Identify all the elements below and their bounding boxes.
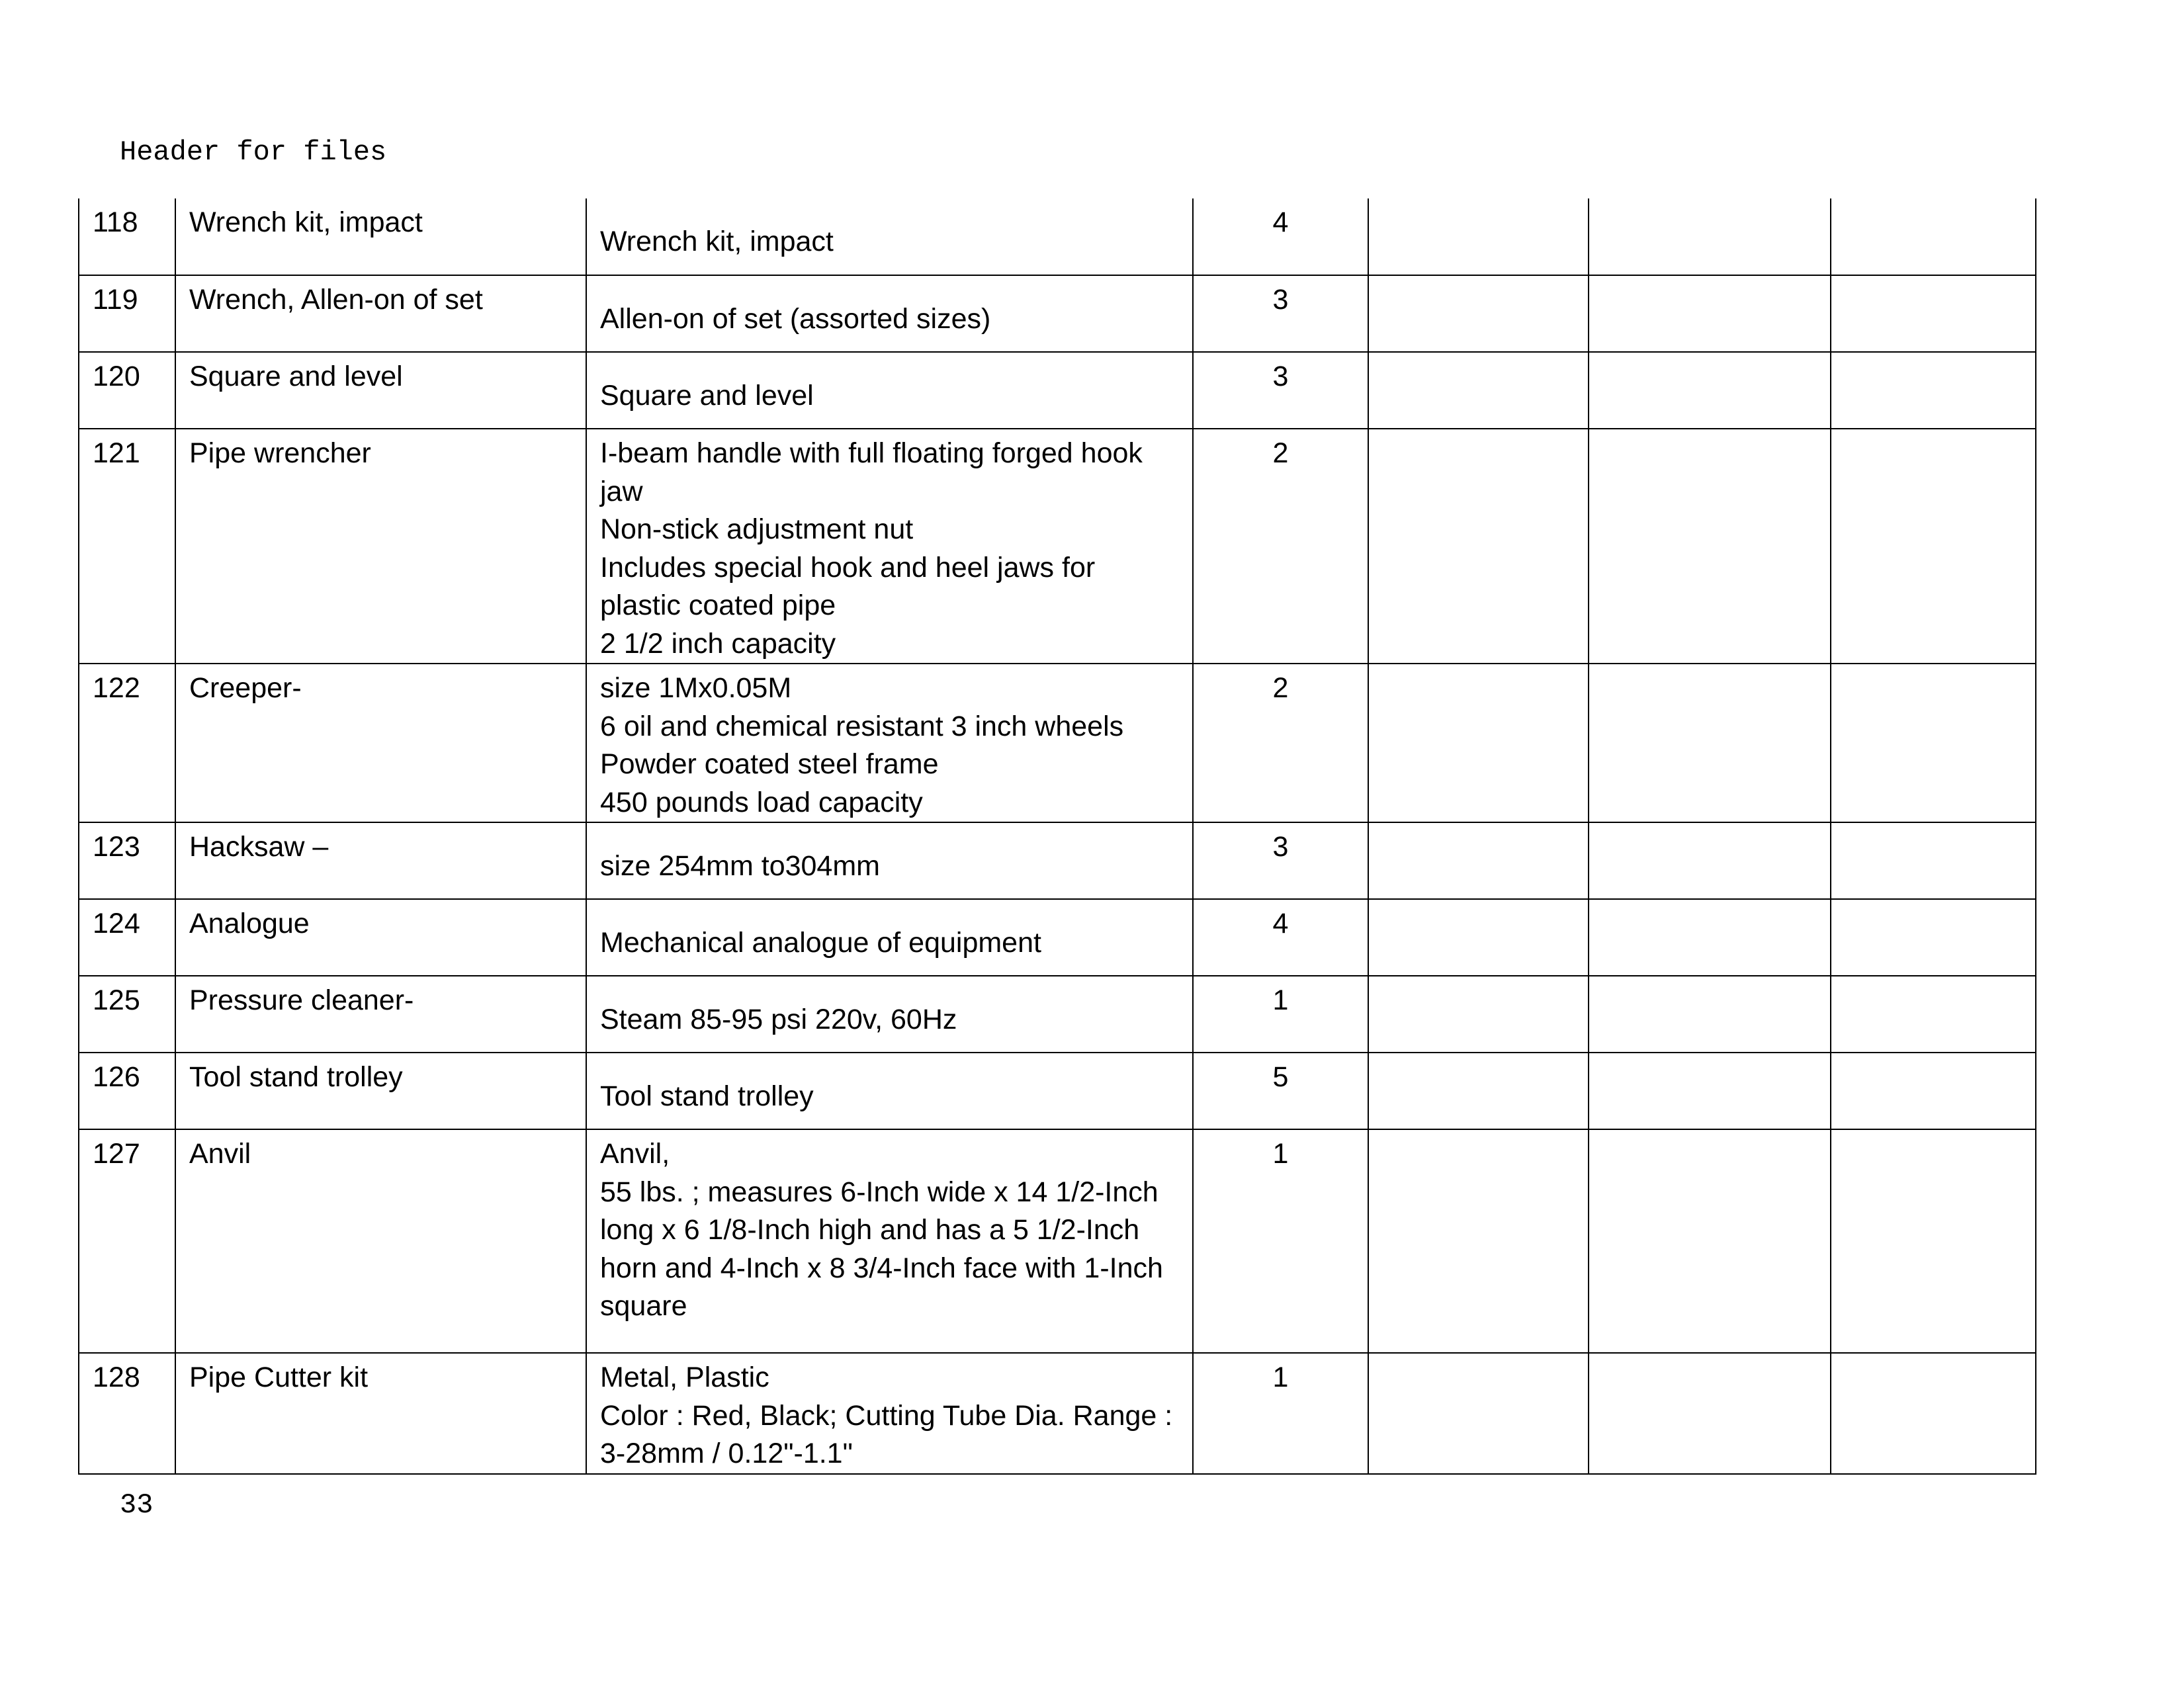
- item-name: Pipe wrencher: [175, 429, 586, 664]
- item-name: Square and level: [175, 352, 586, 429]
- empty-cell: [1589, 899, 1831, 976]
- empty-cell: [1831, 352, 2036, 429]
- item-name: Hacksaw –: [175, 822, 586, 899]
- item-description-text: Steam 85-95 psi 220v, 60Hz: [600, 1004, 957, 1035]
- empty-cell: [1589, 976, 1831, 1053]
- item-number: 121: [79, 429, 175, 664]
- empty-cell: [1589, 1053, 1831, 1129]
- table-row: [79, 899, 2036, 976]
- item-description-text: Tool stand trolley: [600, 1080, 814, 1112]
- empty-cell: [1368, 352, 1589, 429]
- empty-cell: [1831, 198, 2036, 275]
- item-quantity: 3: [1193, 352, 1368, 429]
- page-number: 33: [120, 1489, 153, 1521]
- table-row: [79, 1053, 2036, 1129]
- item-number: 118: [79, 198, 175, 275]
- item-number: 127: [79, 1129, 175, 1353]
- table-row: [79, 352, 2036, 429]
- empty-cell: [1368, 899, 1589, 976]
- empty-cell: [1368, 976, 1589, 1053]
- item-description: [586, 1129, 1193, 1353]
- empty-cell: [1368, 1353, 1589, 1474]
- equipment-table: [78, 198, 2036, 1475]
- empty-cell: [1831, 664, 2036, 822]
- item-quantity: 3: [1193, 275, 1368, 352]
- empty-cell: [1589, 429, 1831, 664]
- item-number: 124: [79, 899, 175, 976]
- empty-cell: [1831, 899, 2036, 976]
- empty-cell: [1831, 1129, 2036, 1353]
- item-description: [586, 1353, 1193, 1474]
- empty-cell: [1831, 275, 2036, 352]
- empty-cell: [1589, 1353, 1831, 1474]
- item-name: Pipe Cutter kit: [175, 1353, 586, 1474]
- item-description: [586, 429, 1193, 664]
- table-row: [79, 1353, 2036, 1474]
- item-name: Creeper-: [175, 664, 586, 822]
- item-description: [586, 1053, 1193, 1129]
- empty-cell: [1831, 822, 2036, 899]
- item-quantity: 3: [1193, 822, 1368, 899]
- item-description: [586, 664, 1193, 822]
- item-quantity: 2: [1193, 664, 1368, 822]
- table-row: [79, 275, 2036, 352]
- empty-cell: [1589, 198, 1831, 275]
- empty-cell: [1589, 664, 1831, 822]
- table-row: [79, 198, 2036, 275]
- item-description: [586, 976, 1193, 1053]
- item-quantity: 2: [1193, 429, 1368, 664]
- table-row: [79, 1129, 2036, 1353]
- item-description-text: size 254mm to304mm: [600, 850, 880, 882]
- item-description: [586, 352, 1193, 429]
- empty-cell: [1368, 198, 1589, 275]
- empty-cell: [1589, 352, 1831, 429]
- item-quantity: 1: [1193, 976, 1368, 1053]
- item-name: Anvil: [175, 1129, 586, 1353]
- empty-cell: [1831, 1353, 2036, 1474]
- table-row: [79, 429, 2036, 664]
- empty-cell: [1368, 1053, 1589, 1129]
- item-description-text: Mechanical analogue of equipment: [600, 927, 1041, 959]
- table-row: [79, 822, 2036, 899]
- item-description: [586, 822, 1193, 899]
- item-description-text: size 1Mx0.05M 6 oil and chemical resistant 3 inch wheels Powder coated steel frame 450 pounds load capacity: [600, 672, 1124, 818]
- item-number: 120: [79, 352, 175, 429]
- item-description-text: Wrench kit, impact: [600, 226, 834, 257]
- item-number: 128: [79, 1353, 175, 1474]
- item-number: 125: [79, 976, 175, 1053]
- item-description-text: Square and level: [600, 380, 814, 411]
- item-description-text: Allen-on of set (assorted sizes): [600, 303, 991, 335]
- item-number: 122: [79, 664, 175, 822]
- item-quantity: 1: [1193, 1129, 1368, 1353]
- item-name: Tool stand trolley: [175, 1053, 586, 1129]
- item-quantity: 5: [1193, 1053, 1368, 1129]
- empty-cell: [1589, 275, 1831, 352]
- empty-cell: [1368, 1129, 1589, 1353]
- item-description-text: I-beam handle with full floating forged hook jaw Non-stick adjustment nut Includes special hook and heel jaws for plastic coated pipe 2 1/2 inch capacity: [600, 437, 1143, 660]
- item-quantity: 4: [1193, 198, 1368, 275]
- item-number: 123: [79, 822, 175, 899]
- table-row: [79, 976, 2036, 1053]
- empty-cell: [1368, 664, 1589, 822]
- empty-cell: [1589, 1129, 1831, 1353]
- table-row: [79, 664, 2036, 822]
- item-description: [586, 275, 1193, 352]
- item-description: [586, 899, 1193, 976]
- empty-cell: [1589, 822, 1831, 899]
- empty-cell: [1368, 429, 1589, 664]
- item-number: 119: [79, 275, 175, 352]
- item-description-text: Anvil, 55 lbs. ; measures 6-Inch wide x 14 1/2-Inch long x 6 1/8-Inch high and has a 5 1/2-Inch horn and 4-Inch x 8 3/4-Inch face with 1-Inch square: [600, 1138, 1163, 1322]
- item-name: Wrench kit, impact: [175, 198, 586, 275]
- empty-cell: [1831, 1053, 2036, 1129]
- item-name: Pressure cleaner-: [175, 976, 586, 1053]
- empty-cell: [1831, 429, 2036, 664]
- page-header: Header for files: [120, 136, 387, 168]
- item-description: [586, 198, 1193, 275]
- item-quantity: 4: [1193, 899, 1368, 976]
- item-name: Wrench, Allen-on of set: [175, 275, 586, 352]
- empty-cell: [1368, 822, 1589, 899]
- item-number: 126: [79, 1053, 175, 1129]
- item-name: Analogue: [175, 899, 586, 976]
- item-description-text: Metal, Plastic Color : Red, Black; Cutting Tube Dia. Range : 3-28mm / 0.12"-1.1": [600, 1362, 1173, 1469]
- empty-cell: [1831, 976, 2036, 1053]
- empty-cell: [1368, 275, 1589, 352]
- item-quantity: 1: [1193, 1353, 1368, 1474]
